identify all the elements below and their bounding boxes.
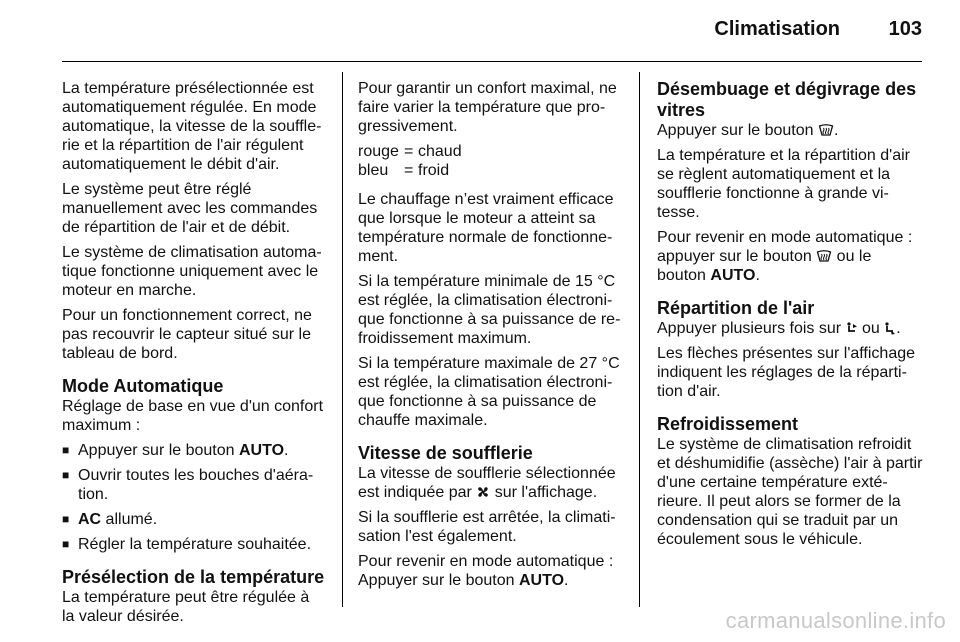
paragraph: Appuyer plusieurs fois sur ou . [657, 320, 901, 337]
paragraph: Si la soufflerie est arrêtée, la climatisation l'est également. [358, 509, 616, 545]
list-item: ■ Ouvrir toutes les bouches d'aération. [62, 467, 314, 503]
paragraph: Appuyer sur le bouton . [657, 122, 839, 139]
auto-label: AUTO [710, 267, 756, 284]
paragraph: Le système peut être réglé manuellement avec les commandes de répartition de l'air et de débit. [62, 181, 318, 236]
list-item: ■ AC allumé. [62, 511, 158, 528]
paragraph: Pour un fonctionnement correct, ne pas recouvrir le capteur situé sur le tableau de bord. [62, 307, 312, 362]
instruction-list [62, 441, 326, 554]
legend-sep: = [404, 143, 414, 160]
list-item: ■ Régler la température souhaitée. [62, 536, 312, 553]
legend-row [358, 161, 462, 180]
legend-value: chaud [418, 143, 462, 160]
fan-icon [476, 485, 490, 499]
auto-label: AUTO [519, 572, 565, 589]
paragraph: Pour revenir en mode automatique : appuyer sur le bouton ou le bouton AUTO. [657, 229, 913, 284]
column-divider-2 [639, 72, 640, 607]
air-distribution-upper-icon [846, 321, 858, 335]
paragraph: La vitesse de soufflerie sélectionnée est indiquée par sur l'affichage. [358, 465, 616, 501]
bullet-square-icon: ■ [62, 468, 70, 482]
color-legend [358, 142, 462, 180]
heading-refroidissement: Refroidissement [657, 414, 799, 434]
legend-term: rouge [358, 143, 399, 160]
header-divider [62, 61, 922, 62]
windshield-defrost-icon [818, 123, 834, 137]
air-distribution-lower-icon [884, 321, 896, 335]
auto-label: AUTO [239, 442, 285, 459]
heading-vitesse-soufflerie: Vitesse de soufflerie [358, 443, 533, 463]
heading-desembuage: Désembuage et dégivrage des vitres [657, 79, 917, 120]
paragraph: Les flèches présentes sur l'affichage indiquent les réglages de la répartition d'air. [657, 345, 916, 400]
paragraph: Réglage de base en vue d'un confort maximum : [62, 398, 324, 434]
paragraph: Le système de climatisation automatique fonctionne uniquement avec le moteur en marche. [62, 244, 322, 299]
column-3 [657, 79, 923, 555]
column-divider-1 [342, 72, 343, 607]
paragraph: La température peut être régulée à la valeur désirée. [62, 589, 310, 625]
windshield-defrost-icon [816, 249, 832, 263]
bullet-square-icon: ■ [62, 537, 70, 551]
legend-row [358, 142, 462, 161]
paragraph: La température présélectionnée est automatiquement régulée. En mode automatique, la vitesse de la soufflerie et la répartition de l'air régulent automatiquement le débit d'air. [62, 80, 322, 173]
paragraph: Si la température maximale de 27 °C est réglée, la climatisation électronique fonctionne à sa puissance de chauffe maximale. [358, 355, 620, 429]
heading-repartition-air: Répartition de l'air [657, 298, 815, 318]
column-2 [358, 79, 622, 596]
page-number: 103 [888, 18, 922, 40]
list-item: ■ Appuyer sur le bouton AUTO. [62, 442, 289, 459]
legend-term: bleu [358, 162, 389, 179]
legend-value: froid [418, 162, 450, 179]
legend-sep: = [404, 162, 414, 179]
paragraph: La température et la répartition d'air se règlent automatiquement et la soufflerie fonctionne à grande vitesse. [657, 147, 910, 221]
bullet-square-icon: ■ [62, 443, 70, 457]
column-1 [62, 79, 326, 632]
bullet-square-icon: ■ [62, 512, 70, 526]
heading-preselection: Présélection de la température [62, 567, 325, 587]
paragraph: Le chauffage n’est vraiment efficace que lorsque le moteur a atteint sa température normale de fonctionnement. [358, 191, 614, 265]
ac-label: AC [78, 511, 102, 528]
paragraph: Pour revenir en mode automatique : Appuyer sur le bouton AUTO. [358, 553, 614, 589]
section-title: Climatisation [714, 18, 840, 40]
watermark-text: carmanualsonline.info [725, 608, 946, 633]
paragraph: Le système de climatisation refroidit et déshumidifie (assèche) l'air à partir d'une certaine température extérieure. Il peut alors se former de la condensation qui se traduit par un écoulement sous le véhicule. [657, 436, 923, 548]
paragraph: Pour garantir un confort maximal, ne faire varier la température que progressivement. [358, 80, 617, 135]
paragraph: Si la température minimale de 15 °C est réglée, la climatisation électronique fonctionne à sa puissance de refroidissement maximum. [358, 273, 621, 347]
heading-mode-automatique: Mode Automatique [62, 376, 224, 396]
